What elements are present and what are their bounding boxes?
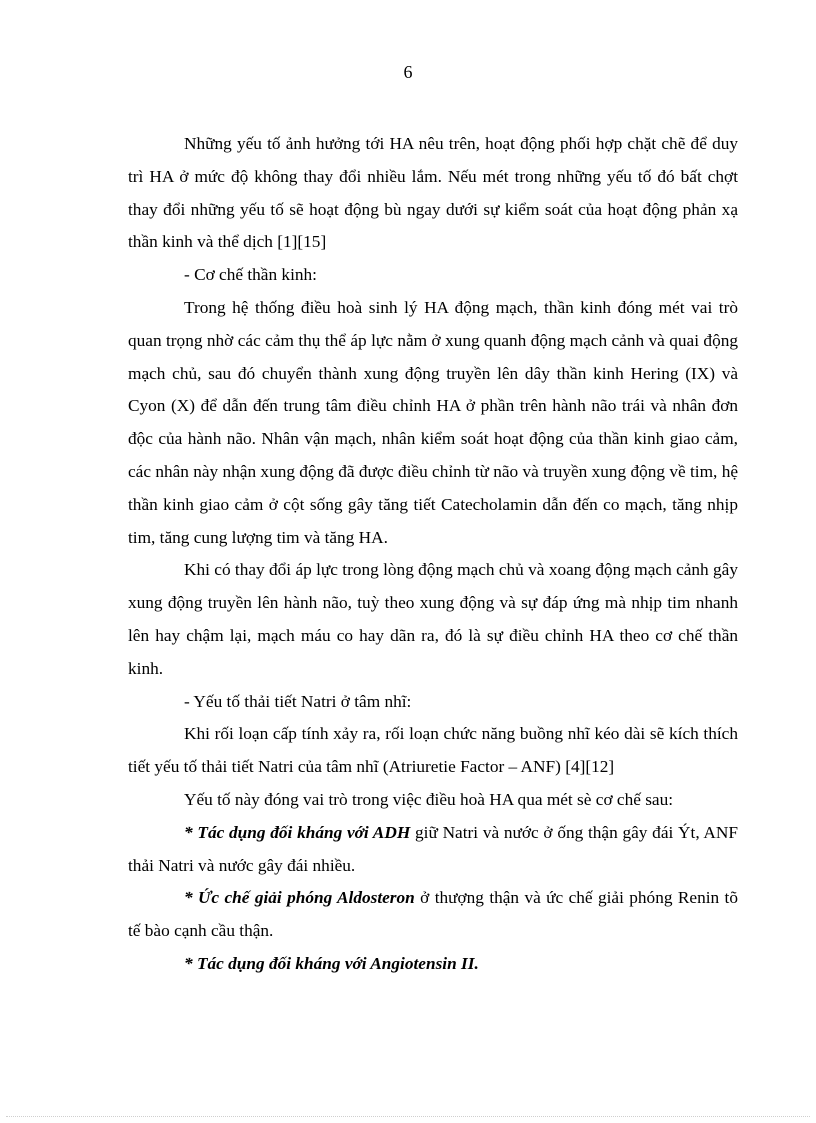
- paragraph-neural-regulation: Trong hệ thống điều hoà sinh lý HA động mạch, thần kinh đóng mét vai trò quan trọng nhờ các cảm thụ thể áp lực nằm ở xung quanh động mạch cảnh và quai động mạch chủ, sau đó chuyển thành xung động truyền lên dây thần kinh Hering (IX) và Cyon (X) để dẫn đến trung tâm điều chỉnh HA ở phần trên hành não trái và nhân đơn độc của hành não. Nhân vận mạch, nhân kiểm soát hoạt động của thần kinh giao cảm, các nhân này nhận xung động đã được điều chỉnh từ não và truyền xung động về tim, hệ thần kinh giao cảm ở cột sống gây tăng tiết Catecholamin dẫn đến co mạch, tăng nhịp tim, tăng cung lượng tim và tăng HA.: [128, 297, 738, 547]
- paragraph-anf-secretion: Khi rối loạn cấp tính xảy ra, rối loạn chức năng buồng nhĩ kéo dài sẽ kích thích tiết yếu tố thải tiết Natri của tâm nhĩ (Atriuretie Factor – ANF) [4][12]: [128, 724, 738, 777]
- mechanism-text-adh: giữ Natri và nước ở ống thận gây đái Ýt, ANF thải Natri và nước gây đái nhiều.: [128, 822, 738, 875]
- heading-anf-factor: - Yếu tố thải tiết Natri ở tâm nhĩ:: [184, 691, 412, 711]
- mechanism-title-aldosteron: * Ức chế giải phóng Aldosteron: [184, 888, 415, 908]
- page-bottom-divider: [6, 1116, 810, 1117]
- mechanism-item-adh: [128, 817, 738, 883]
- paragraph-intro: Những yếu tố ảnh hưởng tới HA nêu trên, hoạt động phối hợp chặt chẽ để duy trì HA ở mức độ không thay đổi nhiều lắm. Nếu mét trong những yếu tố đó bất chợt thay đổi những yếu tố sẽ hoạt động bù ngay dưới sự kiểm soát của hoạt động phản xạ thần kinh và thể dịch [1][15]: [128, 134, 738, 252]
- mechanism-item-angiotensin: [128, 948, 738, 981]
- mechanism-title-adh: * Tác dụng đối kháng với ADH: [184, 822, 411, 842]
- mechanism-item-aldosteron: [128, 882, 738, 948]
- heading-neural-mechanism: - Cơ chế thần kinh:: [184, 265, 317, 285]
- paragraph-pressure-change: Khi có thay đổi áp lực trong lòng động mạch chủ và xoang động mạch cảnh gây xung động truyền lên hành não, tuỳ theo xung động và sự đáp ứng mà nhịp tim nhanh lên hay chậm lại, mạch máu co hay dãn ra, đó là sự điều chỉnh HA theo cơ chế thần kinh.: [128, 560, 738, 678]
- mechanism-title-angiotensin: * Tác dụng đối kháng với Angiotensin II.: [184, 953, 479, 973]
- page-number: 6: [403, 62, 413, 82]
- mechanism-text-aldosteron: ở thượng thận và ức chế giải phóng Renin tõ tế bào cạnh cầu thận.: [128, 888, 738, 941]
- document-body: [128, 128, 738, 981]
- paragraph-anf-role: Yếu tố này đóng vai trò trong việc điều hoà HA qua mét sè cơ chế sau:: [184, 789, 674, 809]
